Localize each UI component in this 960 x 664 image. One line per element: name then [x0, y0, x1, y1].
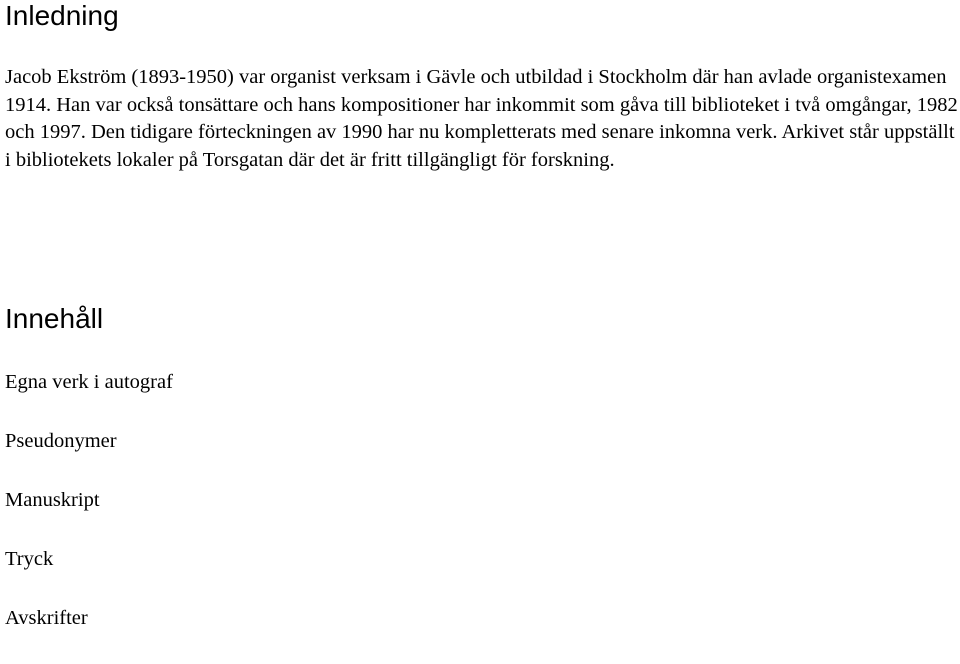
contents-heading: Innehåll — [5, 303, 104, 334]
contents-item-egna-verk: Egna verk i autograf — [5, 371, 173, 393]
contents-item-tryck: Tryck — [5, 548, 54, 570]
contents-item-avskrifter: Avskrifter — [5, 607, 88, 629]
intro-heading: Inledning — [5, 0, 119, 31]
intro-paragraph: Jacob Ekström (1893-1950) var organist verksam i Gävle och utbildad i Stockholm där han avlade organistexamen 1914. Han var också tonsättare och hans kompositioner har inkommit som gåva till biblioteket i två omgångar, 1982 och 1997. Den tidigare förteckningen av 1990 har nu kompletterats med senare inkomna verk. Arkivet står uppställt i bibliotekets lokaler på Torsgatan där det är fritt tillgängligt för forskning. — [5, 66, 958, 171]
contents-item-manuskript: Manuskript — [5, 489, 100, 511]
contents-list — [5, 369, 173, 664]
contents-item-pseudonymer: Pseudonymer — [5, 430, 117, 452]
